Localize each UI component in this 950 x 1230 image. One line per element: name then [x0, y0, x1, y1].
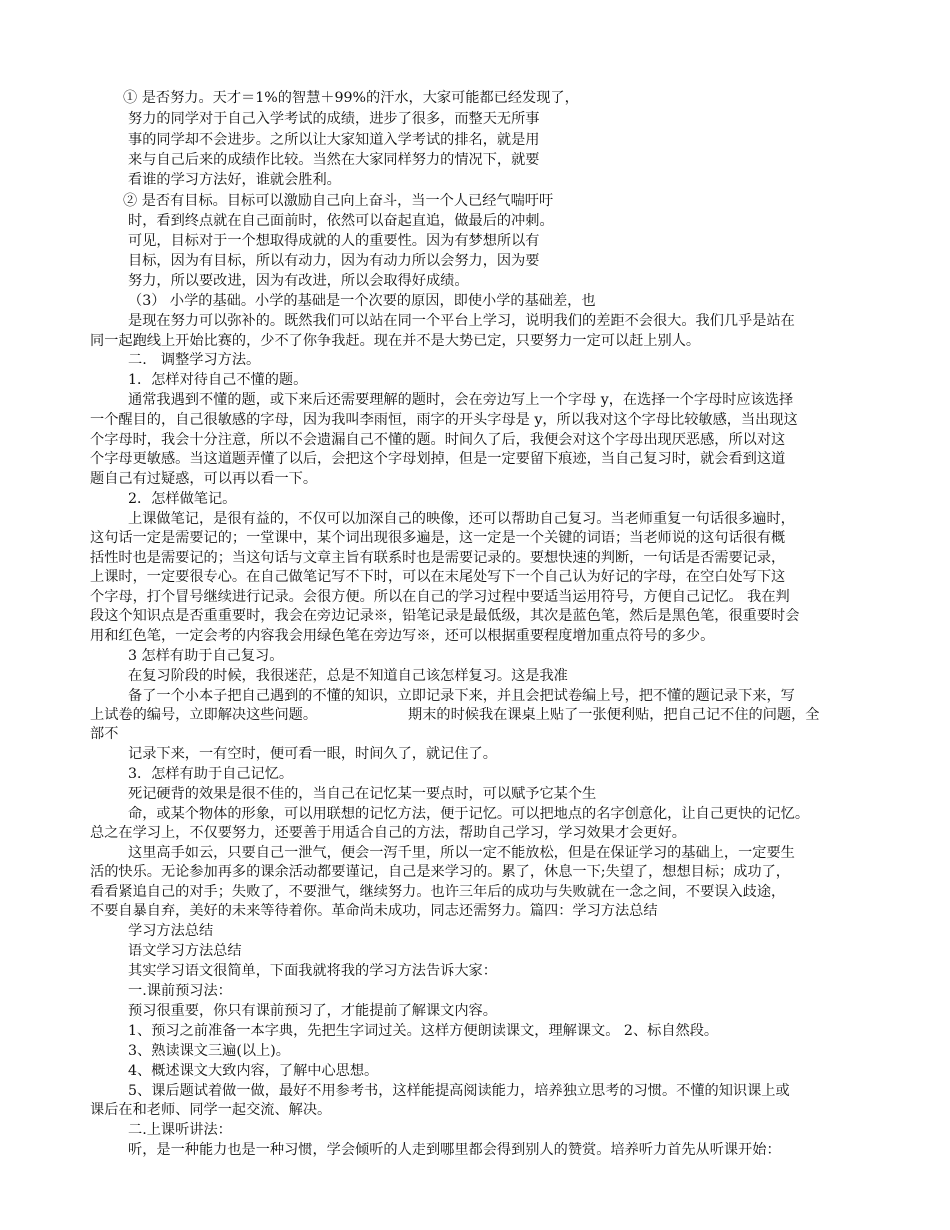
text-line: 期末的时候我在课桌上贴了一张便利贴，把自己记不住的问题，全 [408, 707, 820, 723]
subsection-heading: 3 怎样有助于自己复习。 [128, 648, 284, 664]
text-line: 来与自己后来的成绩作比较。当然在大家同样努力的情况下，就要 [128, 152, 540, 168]
text-line: 死记硬背的效果是很不佳的，当自己在记忆某一要点时，可以赋予它某个生 [128, 786, 597, 802]
text-line: （3） 小学的基础。小学的基础是一个次要的原因，即使小学的基础差，也 [128, 293, 596, 309]
text-line: 可见，目标对于一个想取得成就的人的重要性。因为有梦想所以有 [128, 233, 540, 249]
document-subtitle: 语文学习方法总结 [128, 943, 242, 959]
text-line: 上课做笔记，是很有益的，不仅可以加深自己的映像，还可以帮助自己复习。当老师重复一句话很多遍时， [128, 511, 795, 527]
text-line: 看谁的学习方法好，谁就会胜利。 [128, 172, 341, 188]
text-line: 努力的同学对于自己入学考试的成绩，进步了很多，而整天无所事 [128, 111, 540, 127]
text-line: 这里高手如云，只要自己一泄气，便会一泻千里，所以一定不能放松，但是在保证学习的基础上，一定要生 [128, 845, 795, 861]
subsection-heading: 2．怎样做笔记。 [128, 491, 237, 507]
text-line: 上课时，一定要很专心。在自己做笔记写不下时，可以在末尾处写下一个自己认为好记的字母，在空白处写下这 [90, 569, 786, 585]
section-heading: 二.上课听讲法： [128, 1122, 232, 1138]
section-heading: 二. 调整学习方法。 [128, 352, 261, 368]
text-line: 在复习阶段的时候，我很迷茫，总是不知道自己该怎样复习。这是我准 [128, 668, 568, 684]
text-line: 3、熟读课文三遍(以上)。 [128, 1043, 290, 1059]
text-line: 听，是一种能力也是一种习惯，学会倾听的人走到哪里都会得到别人的赞赏。培养听力首先从听课开始： [128, 1142, 781, 1158]
text-line: 1、预习之前准备一本字典，先把生字词过关。这样方便朗读课文，理解课文。 2、标自然段。 [128, 1023, 719, 1039]
text-line: 活的快乐。无论参加再多的课余活动都要谨记，自己是来学习的。累了，休息一下;失望了，想想目标；成功了， [90, 864, 790, 880]
text-line: 用和红色笔，一定会考的内容我会用绿色笔在旁边写※，还可以根据重要程度增加重点符号的多少。 [90, 628, 715, 644]
document-title: 学习方法总结 [128, 923, 214, 939]
text-line: 个字母，打个冒号继续进行记录。会很方便。所以在自己的学习过程中要适当运用符号，方便自己记忆。 我在判 [90, 589, 790, 605]
text-line: 5、课后题试着做一做，最好不用参考书，这样能提高阅读能力，培养独立思考的习惯。不懂的知识课上或 [128, 1083, 790, 1099]
text-line: 努力，所以要改进，因为有改进，所以会取得好成绩。 [128, 273, 469, 289]
text-line: 同一起跑线上开始比赛的，少不了你争我赶。现在并不是大势已定，只要努力一定可以赶上别人。 [90, 333, 701, 349]
text-line: 目标，因为有目标，所以有动力，因为有动力所以会努力，因为要 [128, 253, 540, 269]
text-line: 个字母时，我会十分注意，所以不会遗漏自己不懂的题。时间久了后，我便会对这个字母出现厌恶感，所以对这 [90, 432, 786, 448]
text-line: 预习很重要，你只有课前预习了，才能提前了解课文内容。 [128, 1003, 497, 1019]
text-line: 其实学习语文很简单，下面我就将我的学习方法告诉大家： [128, 963, 497, 979]
text-line: 看看紧追自己的对手；失败了，不要泄气，继续努力。也许三年后的成功与失败就在一念之间，不要误入歧途， [90, 884, 786, 900]
text-line: 个字母更敏感。当这道题弄懂了以后，会把这个字母划掉，但是一定要留下痕迹，当自己复习时，就会看到这道 [90, 451, 786, 467]
text-line: 题自己有过疑惑，可以再以看一下。 [90, 471, 318, 487]
text-line: 段这个知识点是否重重要时，我会在旁边记录※，铅笔记录是最低级，其次是蓝色笔，然后是黑色笔，很重要时会 [90, 608, 800, 624]
subsection-heading: 3．怎样有助于自己记忆。 [128, 766, 294, 782]
text-line: ② 是否有目标。目标可以激励自己向上奋斗，当一个人已经气喘吁吁 [123, 193, 554, 209]
subsection-heading: 1．怎样对待自己不懂的题。 [128, 372, 308, 388]
text-line: 总之在学习上，不仅要努力，还要善于用适合自己的方法，帮助自己学习，学习效果才会更好。 [90, 825, 686, 841]
text-line: 括性时也是需要记的；当这句话与文章主旨有联系时也是需要记录的。要想快速的判断，一句话是否需要记录， [90, 550, 786, 566]
section-heading: 一.课前预习法： [128, 983, 232, 999]
text-line: 一个醒目的，自己很敏感的字母，因为我叫李雨恒，雨字的开头字母是 y，所以我对这个字母比较敏感，当出现这 [90, 412, 798, 428]
text-line: 部不 [90, 726, 119, 742]
text-line: 4、概述课文大致内容，了解中心思想。 [128, 1063, 379, 1079]
text-line: 备了一个小本子把自己遇到的不懂的知识，立即记录下来，并且会把试卷编上号，把不懂的题记录下来，写 [128, 688, 795, 704]
text-line: 不要自暴自弃，美好的未来等待着你。革命尚未成功，同志还需努力。篇四：学习方法总结 [90, 903, 658, 919]
text-line: 这句话一定是需要记的；一堂课中，某个词出现很多遍是，这一定是一个关键的词语；当老师说的这句话很有概 [90, 530, 786, 546]
text-line: ① 是否努力。天才＝1%的智慧＋99%的汗水，大家可能都已经发现了， [123, 90, 579, 106]
text-line: 通常我遇到不懂的题，或下来后还需要理解的题时，会在旁边写上一个字母 y，在选择一个字母时应该选择 [128, 392, 794, 408]
text-line: 课后在和老师、同学一起交流、解决。 [90, 1102, 332, 1118]
text-line: 记录下来，一有空时，便可看一眼，时间久了，就记住了。 [128, 746, 497, 762]
text-line: 时，看到终点就在自己面前时，依然可以奋起直追，做最后的冲刺。 [128, 213, 554, 229]
text-line: 命，或某个物体的形象，可以用联想的记忆方法，便于记忆。可以把地点的名字创意化，让自己更快的记忆。 [128, 806, 810, 822]
text-line: 是现在努力可以弥补的。既然我们可以站在同一个平台上学习，说明我们的差距不会很大。我们几乎是站在 [128, 313, 795, 329]
text-line: 上试卷的编号，立即解决这些问题。 [90, 707, 318, 723]
text-line: 事的同学却不会进步。之所以让大家知道入学考试的排名，就是用 [128, 132, 540, 148]
